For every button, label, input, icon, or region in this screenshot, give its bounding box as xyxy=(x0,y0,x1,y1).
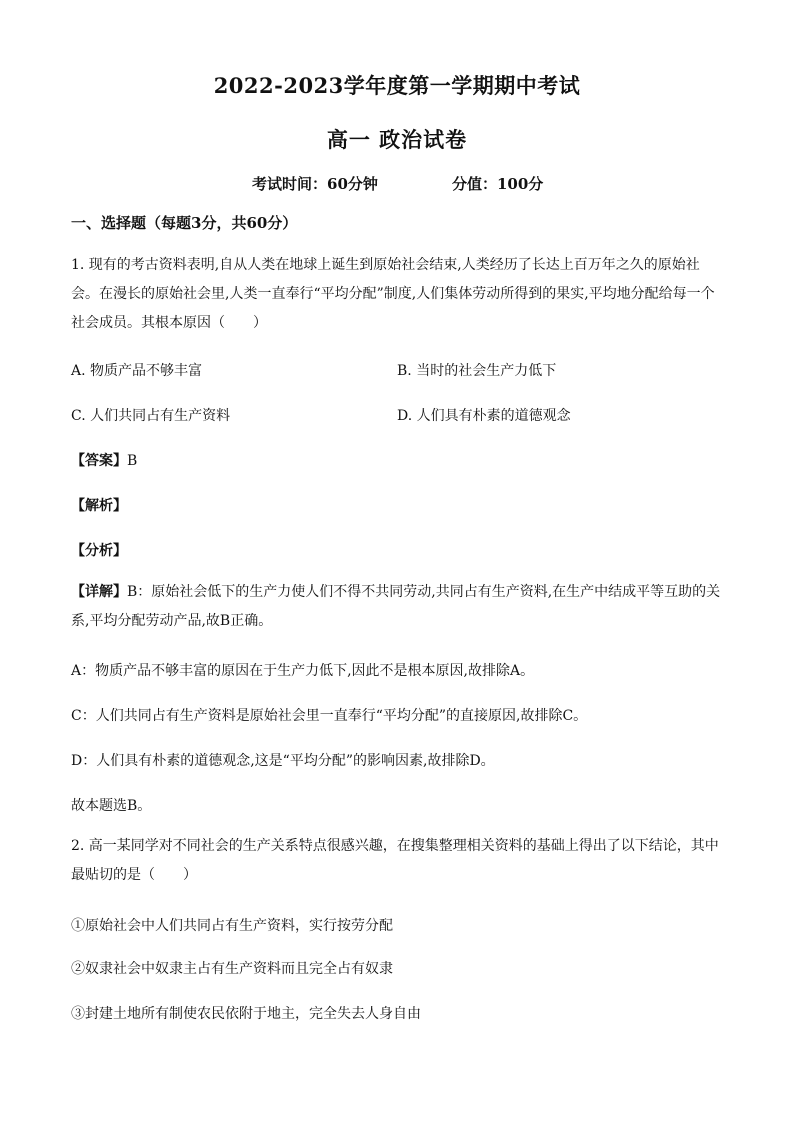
question-1-stem: 1. 现有的考古资料表明,自从人类在地球上诞生到原始社会结束,人类经历了长达上百万年之久的原始社会。在漫长的原始社会里,人类一直奉行“平均分配”制度,人们集体劳动所得到的果实,平均地分配给每一个社会成员。其根本原因（ ） xyxy=(71,257,715,331)
fenxi-tag: 【分析】 xyxy=(71,543,127,559)
q1-conclusion: 故本题选B。 xyxy=(71,798,152,814)
q1-option-c: C. 人们共同占有生产资料 xyxy=(71,408,231,424)
detail-text: B：原始社会低下的生产力使人们不得不共同劳动,共同占有生产资料,在生产中结成平等互助的关系,平均分配劳动产品,故B正确。 xyxy=(71,584,721,629)
detail-tag: 【详解】 xyxy=(71,584,127,600)
section-heading: 一、选择题（每题3分，共60分） xyxy=(71,214,298,232)
q1-option-d: D. 人们具有朴素的道德观念 xyxy=(397,408,571,424)
exam-time: 考试时间：60分钟 xyxy=(252,175,378,193)
q1-answer xyxy=(71,450,137,470)
q1-option-a: A. 物质产品不够丰富 xyxy=(71,363,203,379)
analysis-tag: 【解析】 xyxy=(71,498,127,514)
exam-title: 2022-2023学年度第一学期期中考试 xyxy=(213,73,581,98)
answer-tag: 【答案】 xyxy=(71,453,127,469)
q2-statement-1: ①原始社会中人们共同占有生产资料，实行按劳分配 xyxy=(71,918,393,934)
exam-subtitle: 高一 政治试卷 xyxy=(326,127,468,152)
exam-score: 分值：100分 xyxy=(452,175,544,193)
q1-explain-c: C：人们共同占有生产资料是原始社会里一直奉行“平均分配”的直接原因,故排除C。 xyxy=(71,708,588,724)
q1-explain-d: D：人们具有朴素的道德观念,这是“平均分配”的影响因素,故排除D。 xyxy=(71,753,495,769)
q1-detail xyxy=(71,578,723,636)
answer-value: B xyxy=(127,453,138,469)
question-2-stem: 2. 高一某同学对不同社会的生产关系特点很感兴趣，在搜集整理相关资料的基础上得出了以下结论，其中最贴切的是（ ） xyxy=(71,838,719,883)
q2-statement-2: ②奴隶社会中奴隶主占有生产资料而且完全占有奴隶 xyxy=(71,961,393,977)
q1-explain-a: A：物质产品不够丰富的原因在于生产力低下,因此不是根本原因,故排除A。 xyxy=(71,663,535,679)
q2-statement-3: ③封建土地所有制使农民依附于地主，完全失去人身自由 xyxy=(71,1006,421,1022)
q1-option-b: B. 当时的社会生产力低下 xyxy=(397,363,557,379)
